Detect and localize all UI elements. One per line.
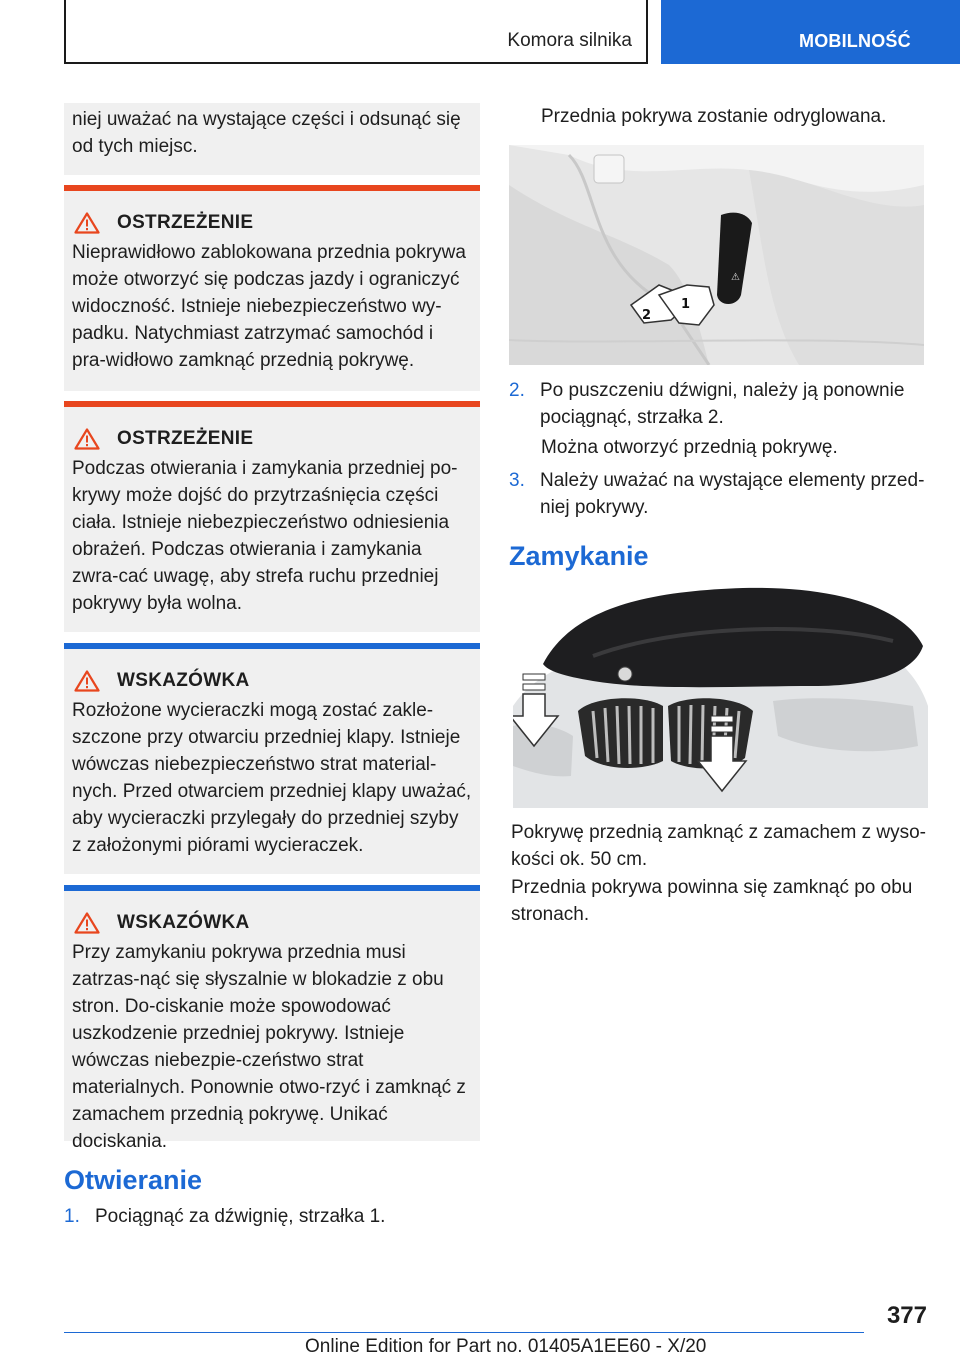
svg-text:⚠: ⚠ (731, 272, 740, 283)
warning-title: OSTRZEŻENIE (117, 212, 254, 233)
unlock-text: Przednia pokrywa zostanie odryglowana. (541, 106, 887, 127)
chapter-title: MOBILNOŚĆ (799, 31, 911, 51)
warning-triangle-icon (74, 212, 100, 234)
step-3 (509, 467, 929, 521)
hood-lever-illustration (509, 145, 924, 365)
section-tab (64, 0, 648, 64)
note-text: Przy zamykaniu pokrywa przednia musi zatrzas-nąć się słyszalnie w blokadzie z obu stron. Do-ciskanie może spowodować uszkodzenie przedniej pokrywy. Istnieje wówczas niebezpie-czeństwo strat materialnych. Ponownie otwo-rzyć i zamknąć z zamachem przednią pokrywę. Unikać dociskania. (72, 942, 466, 1152)
warning-text: Nieprawidłowo zablokowana przednia pokrywa może otworzyć się podczas jazdy i ograniczyć widoczność. Istnieje niebezpieczeństwo wy-padku. Natychmiast zatrzymać samochód i pra-widłowo zamknąć przednią pokrywę. (72, 242, 466, 371)
warning-triangle-icon (74, 428, 100, 450)
continued-note (64, 103, 480, 175)
warning-triangle-icon (74, 670, 100, 692)
section-heading-closing: Zamykanie (509, 541, 649, 571)
section-heading-opening: Otwieranie (64, 1165, 203, 1195)
closing-paragraph-2: Przednia pokrywa powinna się zamknąć po obu stronach. (511, 877, 913, 925)
step-1 (64, 1203, 480, 1230)
warning-bar (64, 185, 480, 191)
step-2-result: Można otworzyć przednią pokrywę. (541, 437, 838, 458)
warning-triangle-icon (74, 912, 100, 934)
step-text: Należy uważać na wystające elementy przed-niej pokrywy. (540, 470, 925, 518)
hood-closing-illustration (513, 586, 928, 808)
warning-text: Podczas otwierania i zamykania przedniej po-krywy może dojść do przytrzaśnięcia części ciała. Istnieje niebezpieczeństwo odniesienia obrażeń. Podczas otwierania i zamykania zwra-cać uwagę, aby strefa ruchu przedniej pokrywy była wolna. (72, 458, 458, 614)
warning-box-2 (64, 401, 480, 632)
step-number: 1. (64, 1206, 80, 1227)
note-title: WSKAZÓWKA (117, 670, 250, 691)
note-title: WSKAZÓWKA (117, 912, 250, 933)
closing-paragraph-1: Pokrywę przednią zamknąć z zamachem z wyso-kości ok. 50 cm. (511, 822, 926, 870)
step-2 (509, 377, 929, 431)
step-text: Po puszczeniu dźwigni, należy ją ponownie pociągnąć, strzałka 2. (540, 380, 905, 428)
continued-note-text: niej uważać na wystające części i odsunąć się od tych miejsc. (72, 109, 461, 157)
arrow-1-label: 1 (681, 297, 691, 312)
note-bar (64, 885, 480, 891)
footer-divider (64, 1332, 864, 1333)
edition-footer: Online Edition for Part no. 01405A1EE60 - X/20 (305, 1336, 707, 1357)
note-text: Rozłożone wycieraczki mogą zostać zakle-szczone przy otwarciu przedniej klapy. Istnieje wówczas niebezpieczeństwo strat material-nych. Przed otwarciem przedniej klapy uważać, aby wycieraczki przylegały do przedniej szyby z założonymi piórami wycieraczek. (72, 700, 472, 856)
step-text: Pociągnąć za dźwignię, strzałka 1. (95, 1206, 386, 1227)
warning-box-1 (64, 185, 480, 391)
warning-bar (64, 401, 480, 407)
chapter-tab[interactable] (661, 0, 960, 64)
arrow-2-label: 2 (642, 308, 652, 323)
section-title: Komora silnika (507, 30, 632, 51)
note-bar (64, 643, 480, 649)
step-number: 2. (509, 380, 525, 401)
note-box-1 (64, 643, 480, 874)
note-box-2 (64, 885, 480, 1152)
step-number: 3. (509, 470, 525, 491)
page-number: 377 (886, 1302, 927, 1329)
warning-title: OSTRZEŻENIE (117, 428, 254, 449)
